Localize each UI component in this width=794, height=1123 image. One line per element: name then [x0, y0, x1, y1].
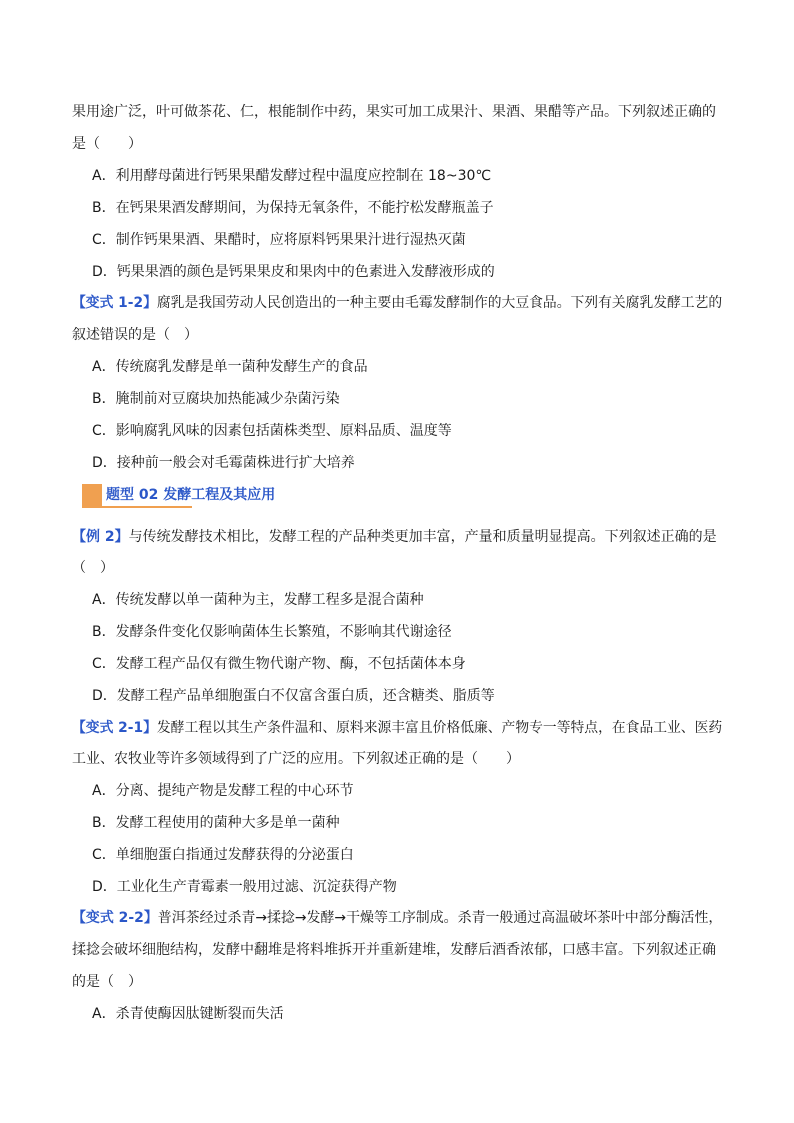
- option-a: A．利用酵母菌进行钙果果醋发酵过程中温度应控制在 18~30℃: [92, 168, 492, 184]
- question-tag: 【例 2】: [72, 529, 129, 545]
- text-line: 果用途广泛，叶可做茶花、仁，根能制作中药，果实可加工成果汁、果酒、果醋等产品。下列叙述正确的: [72, 104, 716, 120]
- question-text: 与传统发酵技术相比，发酵工程的产品种类更加丰富，产量和质量明显提高。下列叙述正确的是: [128, 529, 717, 545]
- option-a: A．传统发酵以单一菌种为主，发酵工程多是混合菌种: [92, 592, 424, 608]
- question-tag: 【变式 2-2】: [72, 910, 158, 926]
- question-tag: 【变式 1-2】: [72, 295, 157, 311]
- text-line: 叙述错误的是（ ）: [72, 327, 198, 343]
- question-2-1: [72, 718, 722, 738]
- text-line: 工业、农牧业等许多领域得到了广泛的应用。下列叙述正确的是（ ）: [72, 751, 520, 767]
- question-text: 普洱茶经过杀青→揉捻→发酵→干燥等工序制成。杀青一般通过高温破坏茶叶中部分酶活性，: [157, 910, 723, 926]
- option-b: B．发酵条件变化仅影响菌体生长繁殖，不影响其代谢途径: [92, 624, 452, 640]
- text-line: 的是（ ）: [72, 974, 142, 990]
- example-2: [72, 527, 717, 547]
- question-2-2: [72, 908, 722, 928]
- option-d: D．发酵工程产品单细胞蛋白不仅富含蛋白质，还含糖类、脂质等: [92, 688, 495, 704]
- question-tag: 【变式 2-1】: [72, 720, 157, 736]
- question-text: 腐乳是我国劳动人民创造出的一种主要由毛霉发酵制作的大豆食品。下列有关腐乳发酵工艺的: [156, 295, 723, 311]
- section-title: 题型 02 发酵工程及其应用: [106, 487, 276, 503]
- option-c: C．发酵工程产品仅有微生物代谢产物、酶，不包括菌体本身: [92, 656, 466, 672]
- option-a: A．分离、提纯产物是发酵工程的中心环节: [92, 783, 354, 799]
- option-c: C．影响腐乳风味的因素包括菌株类型、原料品质、温度等: [92, 423, 452, 439]
- option-d: D．钙果果酒的颜色是钙果果皮和果肉中的色素进入发酵液形成的: [92, 264, 495, 280]
- section-underline: [82, 506, 192, 508]
- option-b: B．在钙果果酒发酵期间，为保持无氧条件，不能拧松发酵瓶盖子: [92, 200, 494, 216]
- text-line: （ ）: [72, 560, 114, 576]
- option-a: A．传统腐乳发酵是单一菌种发酵生产的食品: [92, 359, 368, 375]
- section-heading: [82, 484, 342, 506]
- option-c: C．单细胞蛋白指通过发酵获得的分泌蛋白: [92, 847, 354, 863]
- question-1-2: [72, 293, 722, 313]
- option-b: B．腌制前对豆腐块加热能减少杂菌污染: [92, 391, 340, 407]
- section-marker: [82, 484, 102, 506]
- text-line: 揉捻会破坏细胞结构，发酵中翻堆是将料堆拆开并重新建堆，发酵后酒香浓郁，口感丰富。下列叙述正确: [72, 942, 716, 958]
- option-c: C．制作钙果果酒、果醋时，应将原料钙果果汁进行湿热灭菌: [92, 232, 466, 248]
- option-d: D．工业化生产青霉素一般用过滤、沉淀获得产物: [92, 879, 397, 895]
- option-d: D．接种前一般会对毛霉菌株进行扩大培养: [92, 455, 355, 471]
- text-line: 是（ ）: [72, 136, 142, 152]
- option-a: A．杀青使酶因肽键断裂而失活: [92, 1006, 284, 1022]
- question-text: 发酵工程以其生产条件温和、原料来源丰富且价格低廉、产物专一等特点，在食品工业、医药: [156, 720, 723, 736]
- option-b: B．发酵工程使用的菌种大多是单一菌种: [92, 815, 340, 831]
